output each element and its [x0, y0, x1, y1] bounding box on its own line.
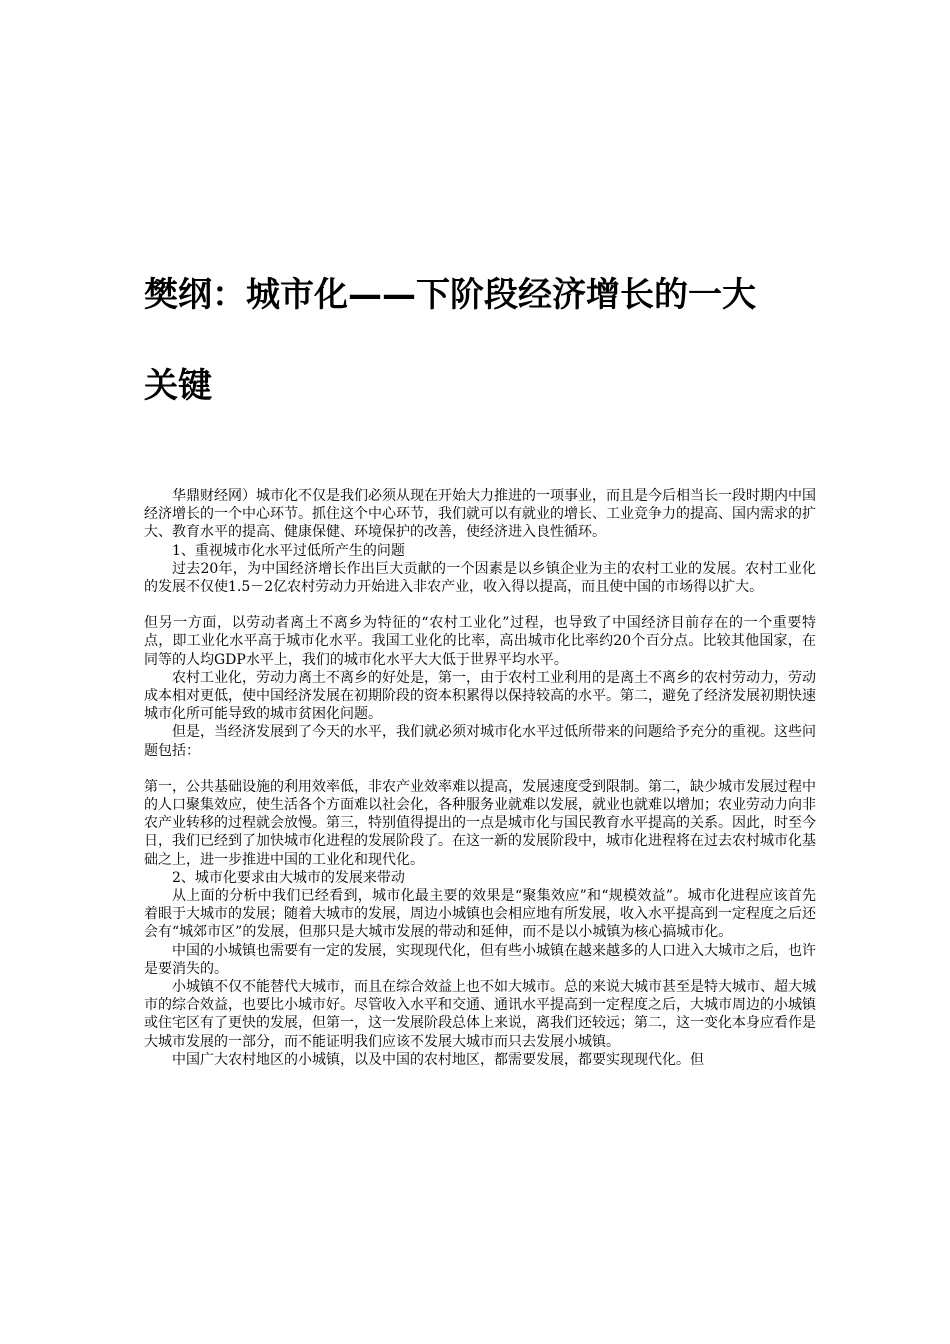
- paragraph: 但另一方面，以劳动者离土不离乡为特征的“农村工业化”过程，也导致了中国经济目前存在的一个重要特点，即工业化水平高于城市化水平。我国工业化的比率，高出城市化比率约20个百分点。比较其他国家，在同等的人均GDP水平上，我们的城市化水平大大低于世界平均水平。: [144, 615, 816, 668]
- paragraph: 第一，公共基础设施的利用效率低，非农产业效率难以提高，发展速度受到限制。第二，缺少城市发展过程中的人口聚集效应，使生活各个方面难以社会化，各种服务业就难以发展，就业也就难以增加；农业劳动力向非农产业转移的过程就会放慢。第三，特别值得提出的一点是城市化与国民教育水平提高的关系。因此，时至今日，我们已经到了加快城市化进程的发展阶段了。在这一新的发展阶段中，城市化进程将在过去农村城市化基础之上，进一步推进中国的工业化和现代化。: [144, 778, 816, 868]
- document-body: [144, 487, 816, 1069]
- paragraph: 中国广大农村地区的小城镇，以及中国的农村地区，都需要发展，都要实现现代化。但: [172, 1051, 704, 1068]
- paragraph: 农村工业化，劳动力离土不离乡的好处是，第一，由于农村工业利用的是离土不离乡的农村劳动力，劳动成本相对更低，使中国经济发展在初期阶段的资本积累得以保持较高的水平。第二，避免了经济发展初期快速城市化所可能导致的城市贫困化问题。: [144, 669, 816, 723]
- paragraph: 小城镇不仅不能替代大城市，而且在综合效益上也不如大城市。总的来说大城市甚至是特大城市、超大城市的综合效益，也要比小城市好。尽管收入水平和交通、通讯水平提高到一定程度之后，大城市周边的小城镇或住宅区有了更快的发展，但第一，这一发展阶段总体上来说，离我们还较远；第二，这一变化本身应看作是大城市发展的一部分，而不能证明我们应该不发展大城市而只去发展小城镇。: [144, 979, 816, 1050]
- paragraph: 华鼎财经网）城市化不仅是我们必须从现在开始大力推进的一项事业，而且是今后相当长一段时期内中国经济增长的一个中心环节。抓住这个中心环节，我们就可以有就业的增长、工业竞争力的提高、国内需求的扩大、教育水平的提高、健康保健、环境保护的改善，使经济进入良性循环。: [144, 488, 816, 541]
- section-heading-2: 2、城市化要求由大城市的发展来带动: [172, 869, 405, 886]
- document-title-line1: 樊纲：城市化——下阶段经济增长的一大: [144, 275, 756, 315]
- paragraph: 从上面的分析中我们已经看到，城市化最主要的效果是“聚集效应”和“规模效益”。城市化进程应该首先着眼于大城市的发展；随着大城市的发展，周边小城镇也会相应地有所发展，收入水平提高到一定程度之后还会有“城郊市区”的发展，但那只是大城市发展的带动和延伸，而不是以小城镇为核心搞城市化。: [144, 888, 816, 941]
- paragraph: 过去20年，为中国经济增长作出巨大贡献的一个因素是以乡镇企业为主的农村工业的发展。农村工业化的发展不仅使1.5－2亿农村劳动力开始进入非农产业，收入得以提高，而且使中国的市场得以扩大。: [144, 560, 816, 596]
- section-heading-1: 1、重视城市化水平过低所产生的问题: [172, 542, 405, 559]
- paragraph: 中国的小城镇也需要有一定的发展，实现现代化，但有些小城镇在越来越多的人口进入大城市之后，也许是要消失的。: [144, 942, 816, 977]
- paragraph: 但是，当经济发展到了今天的水平，我们就必须对城市化水平过低所带来的问题给予充分的重视。这些问题包括：: [144, 724, 816, 759]
- document-title-line2: 关键: [144, 366, 212, 406]
